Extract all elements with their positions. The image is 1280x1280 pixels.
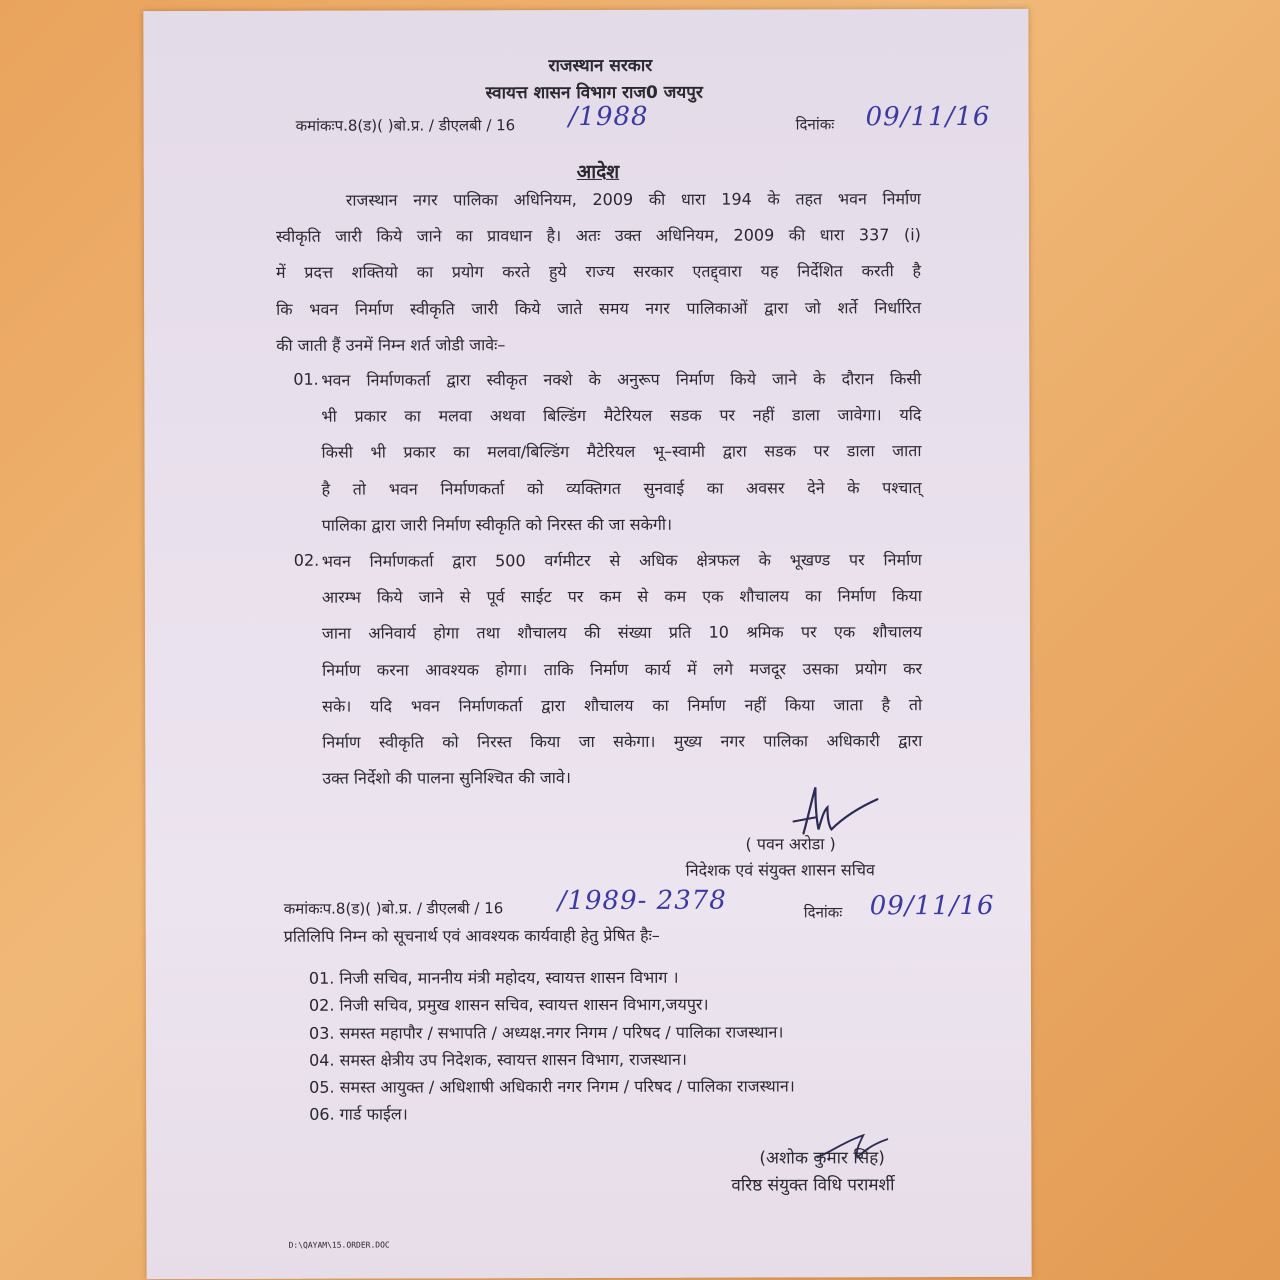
point-line: भवन निर्माणकर्ता द्वारा स्वीकृत नक्शे के अनुरूप निर्माण किये जाने के दौरान किसी (321, 369, 922, 390)
intro-line: की जाती हैं उनमें निम्न शर्त जोडी जावेः– (276, 334, 506, 355)
copy-list (309, 963, 795, 1128)
point-line: आरम्भ किये जाने से पूर्व साईट पर कम से कम एक शौचालय का निर्माण किया (321, 586, 922, 607)
point-line: किसी भी प्रकार का मलवा/बिल्डिंग मैटेरियल भू–स्वामी द्वारा सडक पर डाला जाता (321, 441, 922, 463)
order-point-2 (322, 542, 923, 797)
point-number: 01. (293, 369, 319, 389)
point-line: निर्माण स्वीकृति को निरस्त किया जा सकेगा। मुख्य नगर पालिका अधिकारी द्वारा (322, 731, 923, 752)
intro-line: राजस्थान नगर पालिका अधिनियम, 2009 की धारा 194 के तहत भवन निर्माण (345, 189, 921, 210)
point-line: है तो भवन निर्माणकर्ता को व्यक्तिगत सुनवाई का अवसर देने के पश्चात् (321, 477, 922, 499)
copy-list-item: 03. समस्त महापौर / सभापति / अध्यक्ष.नगर निगम / परिषद / पालिका राजस्थान। (308, 1022, 784, 1043)
order-point-1 (321, 361, 921, 544)
copy-list-item: 05. समस्त आयुक्त / अधिशाषी अधिकारी नगर निगम / परिषद / पालिका राजस्थान। (309, 1076, 795, 1097)
handwritten-copy-reference-number: /1989- 2378 (557, 885, 727, 917)
file-path: D:\QAYAM\15.ORDER.DOC (288, 1240, 390, 1250)
point-line: निर्माण करना आवश्यक होगा। ताकि निर्माण कार्य में लगे मजदूर उसका प्रयोग कर (322, 658, 923, 680)
intro-line: कि भवन निर्माण स्वीकृति जारी किये जाते समय नगर पालिकाओं द्वारा जो शर्ते निर्धारित (276, 297, 922, 319)
signatory-1-name: ( पवन अरोडा ) (745, 834, 836, 854)
point-line: जाना अनिवार्य होगा तथा शौचालय की संख्या प्रति 10 श्रमिक पर एक शौचालय (321, 622, 922, 644)
header-department: स्वायत्त शासन विभाग राज0 जयपुर (485, 82, 703, 104)
order-title: आदेश (576, 160, 620, 184)
signatory-2-designation: वरिष्ठ संयुक्त विधि परामर्शी (731, 1175, 895, 1196)
handwritten-reference-number: /1988 (568, 101, 649, 133)
copy-list-item: 04. समस्त क्षेत्रीय उप निदेशक, स्वायत्त शासन विभाग, राजस्थान। (309, 1049, 687, 1070)
intro-line: में प्रदत्त शक्तियो का प्रयोग करते हुये राज्य सरकार एतद्द्वारा यह निर्देशित करती है (276, 261, 922, 283)
handwritten-copy-date: 09/11/16 (869, 890, 995, 922)
signatory-1-designation: निदेशक एवं संयुक्त शासन सचिव (685, 860, 875, 880)
copy-intro: प्रतिलिपि निम्न को सूचनार्थ एवं आवश्यक कार्यवाही हेतु प्रेषित हैः– (283, 925, 660, 946)
point-line: भी प्रकार का मलवा अथवा बिल्डिंग मैटेरियल सडक पर नहीं डाला जावेगा। यदि (321, 405, 922, 426)
intro-line: स्वीकृति जारी किये जाने का प्रावधान है। अतः उक्त अधिनियम, 2009 की धारा 337 (i) (275, 225, 921, 247)
reference-number: कमांकःप.8(ड)( )बो.प्र. / डीएलबी / 16 (295, 116, 516, 135)
copy-list-item: 06. गार्ड फाईल। (309, 1104, 408, 1125)
date-label: दिनांकः (795, 115, 835, 134)
point-number: 02. (293, 550, 320, 570)
copy-date-label: दिनांकः (803, 903, 843, 922)
order-intro (276, 181, 921, 364)
point-line: भवन निर्माणकर्ता द्वारा 500 वर्गमीटर से अधिक क्षेत्रफल के भूखण्ड पर निर्माण (321, 550, 922, 571)
handwritten-date: 09/11/16 (865, 101, 991, 133)
point-line: उक्त निर्देशो की पालना सुनिश्चित की जावे। (322, 768, 571, 788)
signatory-2-name: (अशोक कुमार सिंह) (759, 1148, 885, 1169)
header-government: राजस्थान सरकार (548, 55, 653, 77)
document-page (143, 9, 1031, 1279)
point-line: पालिका द्वारा जारी निर्माण स्वीकृति को निरस्त की जा सकेगी। (321, 514, 673, 535)
copy-reference-number: कमांकःप.8(ड)( )बो.प्र. / डीएलबी / 16 (283, 899, 504, 918)
point-line: सके। यदि भवन निर्माणकर्ता द्वारा शौचालय का निर्माण नहीं किया जाता है तो (322, 694, 923, 716)
copy-list-item: 01. निजी सचिव, माननीय मंत्री महोदय, स्वायत्त शासन विभाग । (308, 967, 679, 988)
copy-list-item: 02. निजी सचिव, प्रमुख शासन सचिव, स्वायत्त शासन विभाग,जयपुर। (308, 994, 709, 1016)
